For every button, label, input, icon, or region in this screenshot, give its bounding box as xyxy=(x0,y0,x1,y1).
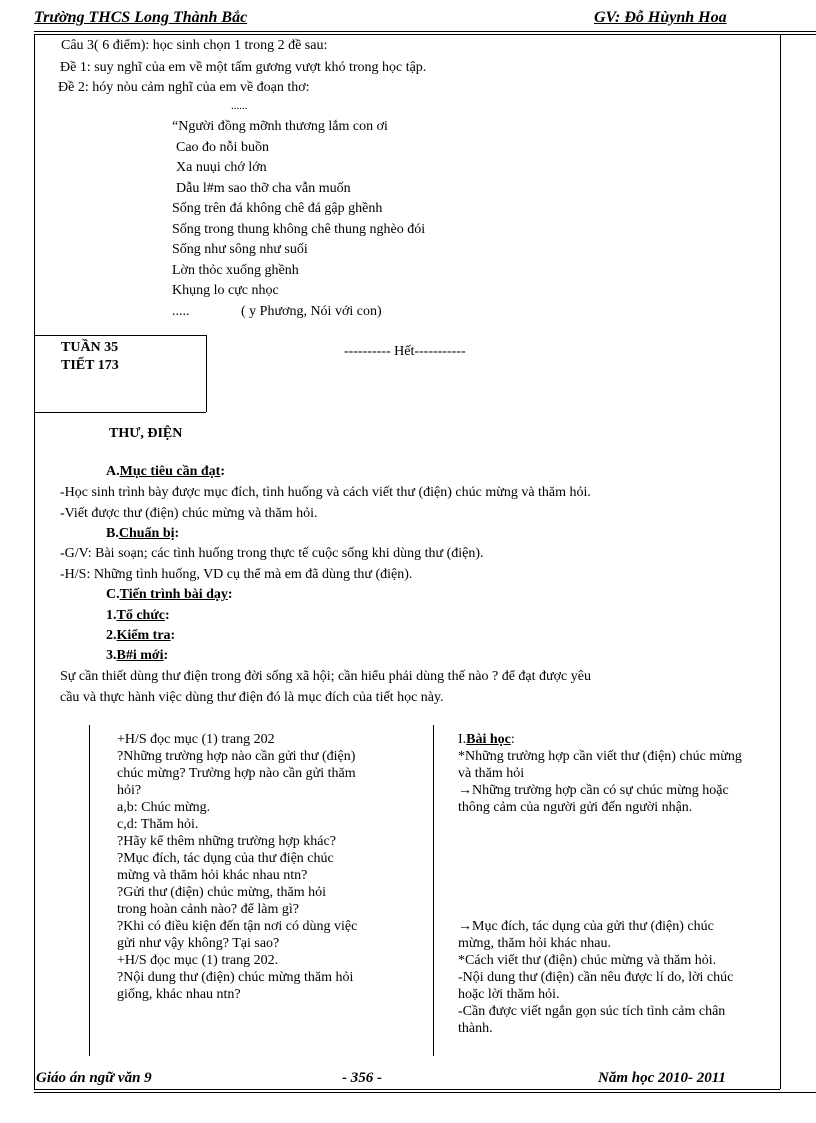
section-c-para: cầu và thực hành việc dùng thư điện đó là mục đích của tiết học này. xyxy=(60,690,444,705)
left-col-line: +H/S đọc mục (1) trang 202. xyxy=(117,953,279,968)
footer-left: Giáo án ngữ văn 9 xyxy=(36,1070,152,1086)
poem-dots: ..... xyxy=(172,303,190,319)
header-rule-2 xyxy=(34,34,816,35)
section-c-prefix: C. xyxy=(106,587,120,602)
section-b-prefix: B. xyxy=(106,526,119,541)
poem-line: Khụng lo cực nhọc xyxy=(172,283,279,298)
poem-line: Sống như sông như suối xyxy=(172,242,308,257)
frame-left xyxy=(34,34,35,1089)
right-col-line: →Mục đích, tác dụng của gửi thư (điện) chúc xyxy=(458,919,714,934)
left-col-line: ?Nội dung thư (điện) chúc mừng thăm hỏi xyxy=(117,970,354,985)
right-col-line: thông cảm của người gửi đến người nhận. xyxy=(458,800,693,815)
left-col-line: a,b: Chúc mừng. xyxy=(117,800,211,815)
section-c-para: Sự cần thiết dùng thư điện trong đời sống xã hội; cần hiểu phải dùng thế nào ? để đạt được yêu xyxy=(60,669,591,684)
section-b-line: -G/V: Bài soạn; các tình huống trong thực tế cuộc sống khi dùng thư (điện). xyxy=(60,546,484,561)
het-text: ---------- Hết----------- xyxy=(344,344,466,359)
poem-line: “Người đồng mỡnh thương lắm con ơi xyxy=(172,119,388,134)
right-col-line: -Nội dung thư (điện) cần nêu được lí do, lời chúc xyxy=(458,970,734,985)
week-box-right xyxy=(206,335,207,412)
left-col-line: ?Những trường hợp nào cần gửi thư (điện) xyxy=(117,749,356,764)
poem-line: Xa nuụi chớ lớn xyxy=(176,160,267,175)
intro-dots: ...... xyxy=(231,100,248,112)
week-box-top xyxy=(34,335,206,336)
poem-line: Cao đo nỗi buồn xyxy=(176,139,269,155)
poem-line: Dẫu l#m sao thỡ cha vẫn muốn xyxy=(176,180,351,196)
right-col-line: →Những trường hợp cần có sự chúc mừng hoặc xyxy=(458,783,729,798)
section-b-heading xyxy=(106,526,179,542)
footer-year: Năm học 2010- 2011 xyxy=(598,1070,726,1086)
frame-bottom xyxy=(34,1089,780,1090)
left-col-line: chúc mừng? Trường hợp nào cần gửi thăm xyxy=(117,766,356,781)
section-b-line: -H/S: Những tình huống, VD cụ thể mà em đã dùng thư (điện). xyxy=(60,567,413,582)
section-c-heading xyxy=(106,587,233,603)
right-col-line: mừng, thăm hỏi khác nhau. xyxy=(458,936,612,951)
de2-text: Đề 2: hóy nòu cảm nghĩ của em về đoạn thơ: xyxy=(58,80,310,95)
header-school: Trường THCS Long Thành Bắc xyxy=(34,9,248,26)
section-a-line: -Học sinh trình bày được mục đích, tình huống và cách viết thư (điện) chúc mừng và thăm hỏi. xyxy=(60,485,591,500)
right-col-line: -Cần được viết ngắn gọn súc tích tình cảm chân xyxy=(458,1004,726,1019)
section-a-title: Mục tiêu cần đạt xyxy=(119,464,221,479)
right-col-line: thành. xyxy=(458,1021,493,1036)
section-c-title: Tiến trình bài dạy xyxy=(119,587,228,602)
left-col-line: giống, khác nhau ntn? xyxy=(117,987,241,1002)
frame-right xyxy=(780,34,781,1089)
right-col-line: *Cách viết thư (điện) chúc mừng và thăm hỏi. xyxy=(458,953,717,968)
section-c-item-1: 1.Tổ chức: xyxy=(106,608,170,623)
de1-text: Đề 1: suy nghĩ của em về một tấm gương vượt khó trong học tập. xyxy=(60,60,427,75)
left-col-line: +H/S đọc mục (1) trang 202 xyxy=(117,732,275,747)
week-box-bottom xyxy=(34,412,206,413)
section-b-title: Chuẩn bị xyxy=(118,526,175,541)
table-left-border xyxy=(89,725,90,1056)
section-c-colon: : xyxy=(227,587,233,602)
right-col-line: và thăm hỏi xyxy=(458,766,525,781)
left-col-line: gửi như vậy không? Tại sao? xyxy=(117,936,280,951)
right-column-top xyxy=(458,731,742,816)
left-col-line: mừng và thăm hỏi khác nhau ntn? xyxy=(117,868,308,883)
header-teacher: GV: Đỗ Hùynh Hoa xyxy=(594,9,727,26)
lesson-title: THƯ, ĐIỆN xyxy=(109,426,183,441)
week-tuan: TUẦN 35 xyxy=(61,340,119,355)
right-column-bottom xyxy=(458,918,733,1037)
right-col-heading: I.Bài học: xyxy=(458,732,515,747)
section-a-prefix: A. xyxy=(106,464,120,479)
left-col-line: ?Khi có điều kiện đến tận nơi có dùng việc xyxy=(117,919,358,934)
left-col-line: c,d: Thăm hỏi. xyxy=(117,817,199,832)
left-col-line: ?Gửi thư (điện) chúc mừng, thăm hỏi xyxy=(117,885,326,900)
poem-line: Sống trong thung không chê thung nghèo đói xyxy=(172,221,426,237)
poem-last-line xyxy=(172,302,425,323)
poem-source: ( y Phương, Nói với con) xyxy=(241,303,382,319)
frame-bottom-2 xyxy=(34,1092,816,1093)
section-c-item-3: 3.B#i mới: xyxy=(106,648,169,663)
left-col-line: hỏi? xyxy=(117,783,142,798)
section-a-colon: : xyxy=(220,464,226,479)
table-mid-border xyxy=(433,725,434,1056)
week-tiet: TIẾT 173 xyxy=(61,358,119,373)
section-c-item-2: 2.Kiểm tra: xyxy=(106,628,176,643)
section-a-heading xyxy=(106,464,225,480)
cau3-text: Câu 3( 6 điểm): học sinh chọn 1 trong 2 đề sau: xyxy=(61,38,328,53)
left-col-line: trong hoàn cảnh nào? để làm gì? xyxy=(117,902,299,917)
right-col-line: *Những trường hợp cần viết thư (điện) chúc mừng xyxy=(458,749,742,764)
left-col-line: ?Hãy kể thêm những trường hợp khác? xyxy=(117,834,336,849)
header-rule xyxy=(34,31,816,32)
poem-line: Lờn thỏc xuống ghềnh xyxy=(172,262,299,278)
section-b-colon: : xyxy=(174,526,180,541)
right-col-line: hoặc lời thăm hỏi. xyxy=(458,987,560,1002)
poem-block xyxy=(172,117,425,322)
footer-page: - 356 - xyxy=(342,1070,382,1086)
left-col-line: ?Mục đích, tác dụng của thư điện chúc xyxy=(117,851,334,866)
left-column xyxy=(117,731,357,1003)
poem-line: Sống trên đá không chê đá gập ghềnh xyxy=(172,201,383,216)
section-a-line: -Viết được thư (điện) chúc mừng và thăm hỏi. xyxy=(60,506,318,521)
